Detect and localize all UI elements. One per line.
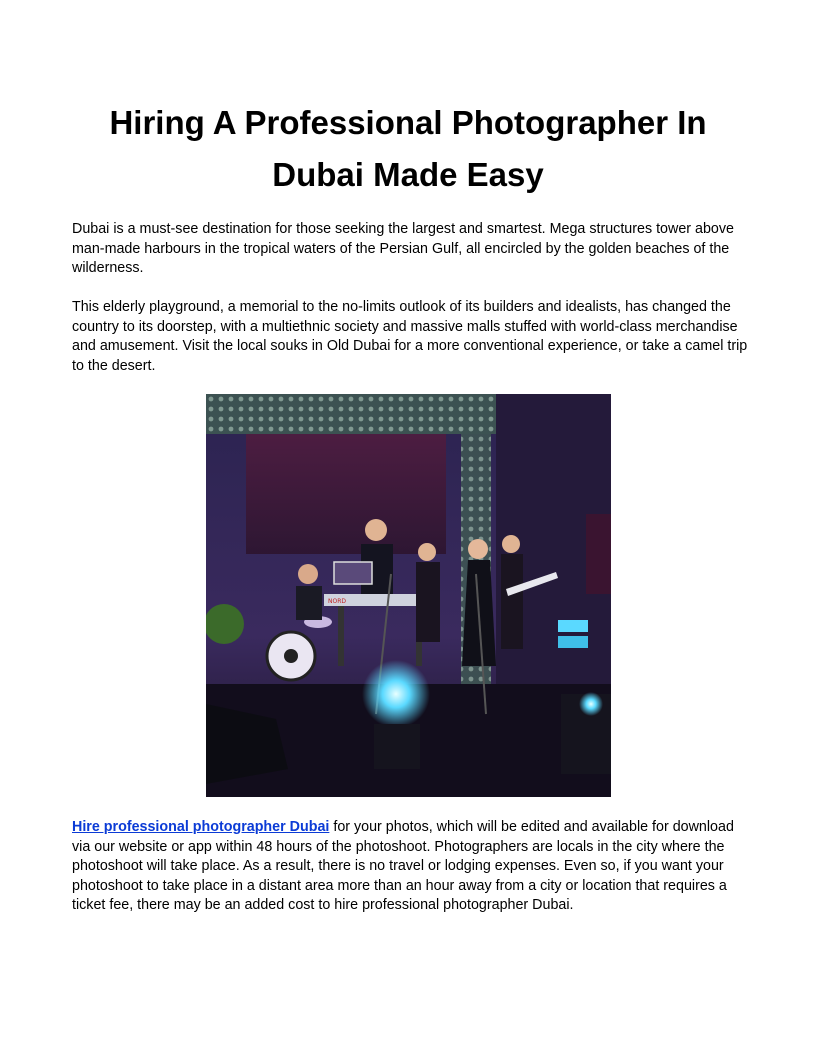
keyboard-brand-label: NORD xyxy=(328,598,346,605)
band-photo-illustration xyxy=(206,394,611,797)
bassist-body xyxy=(416,562,440,642)
bass-drum-logo xyxy=(284,649,298,663)
guitarist-body xyxy=(501,554,523,649)
intro-paragraph: Dubai is a must-see destination for those seeking the largest and smartest. Mega structures tower above man-made harbours in the tropical waters of the Persian Gulf, all encircled by the golden beaches of the wilderness. xyxy=(72,221,734,277)
drummer-body xyxy=(296,586,322,620)
right-fixture-glow xyxy=(579,692,603,716)
hire-paragraph xyxy=(72,818,748,916)
singer-head xyxy=(468,539,488,559)
red-wall-panel xyxy=(246,434,446,554)
title-line-1: Hiring A Professional Photographer In xyxy=(109,104,707,141)
title-line-2: Dubai Made Easy xyxy=(272,156,544,193)
light-base xyxy=(374,724,420,769)
right-curtain xyxy=(586,514,611,594)
cyan-light-lower xyxy=(558,636,588,648)
bassist-head xyxy=(418,543,436,561)
page-title xyxy=(72,97,744,201)
drummer-head xyxy=(298,564,318,584)
guitarist-head xyxy=(502,535,520,553)
music-stand xyxy=(334,562,372,584)
hire-photographer-link[interactable]: Hire professional photographer Dubai xyxy=(72,819,330,835)
second-paragraph: This elderly playground, a memorial to the no-limits outlook of its builders and idealists, has changed the country to its doorstep, with a multiethnic society and massive malls stuffed with world-class merchandise and amusement. Visit the local souks in Old Dubai for a more conventional experience, or take a camel trip to the desert. xyxy=(72,299,748,374)
band-performance-photo xyxy=(206,394,611,797)
moving-head-light xyxy=(362,660,430,728)
hire-paragraph-text: for your photos, which will be edited and available for download via our website or app within 48 hours of the photoshoot. Photographers are locals in the city where the photoshoot will take place. As a result, there is no travel or lodging expenses. Even so, if you want your photoshoot to take place in a distant area more than an hour away from a city or location that requires a ticket fee, there may be an added cost to hire professional photographer Dubai. xyxy=(72,819,734,914)
keyboardist-head xyxy=(365,519,387,541)
cyan-light-upper xyxy=(558,620,588,632)
keyboard-stand-left xyxy=(338,606,344,666)
